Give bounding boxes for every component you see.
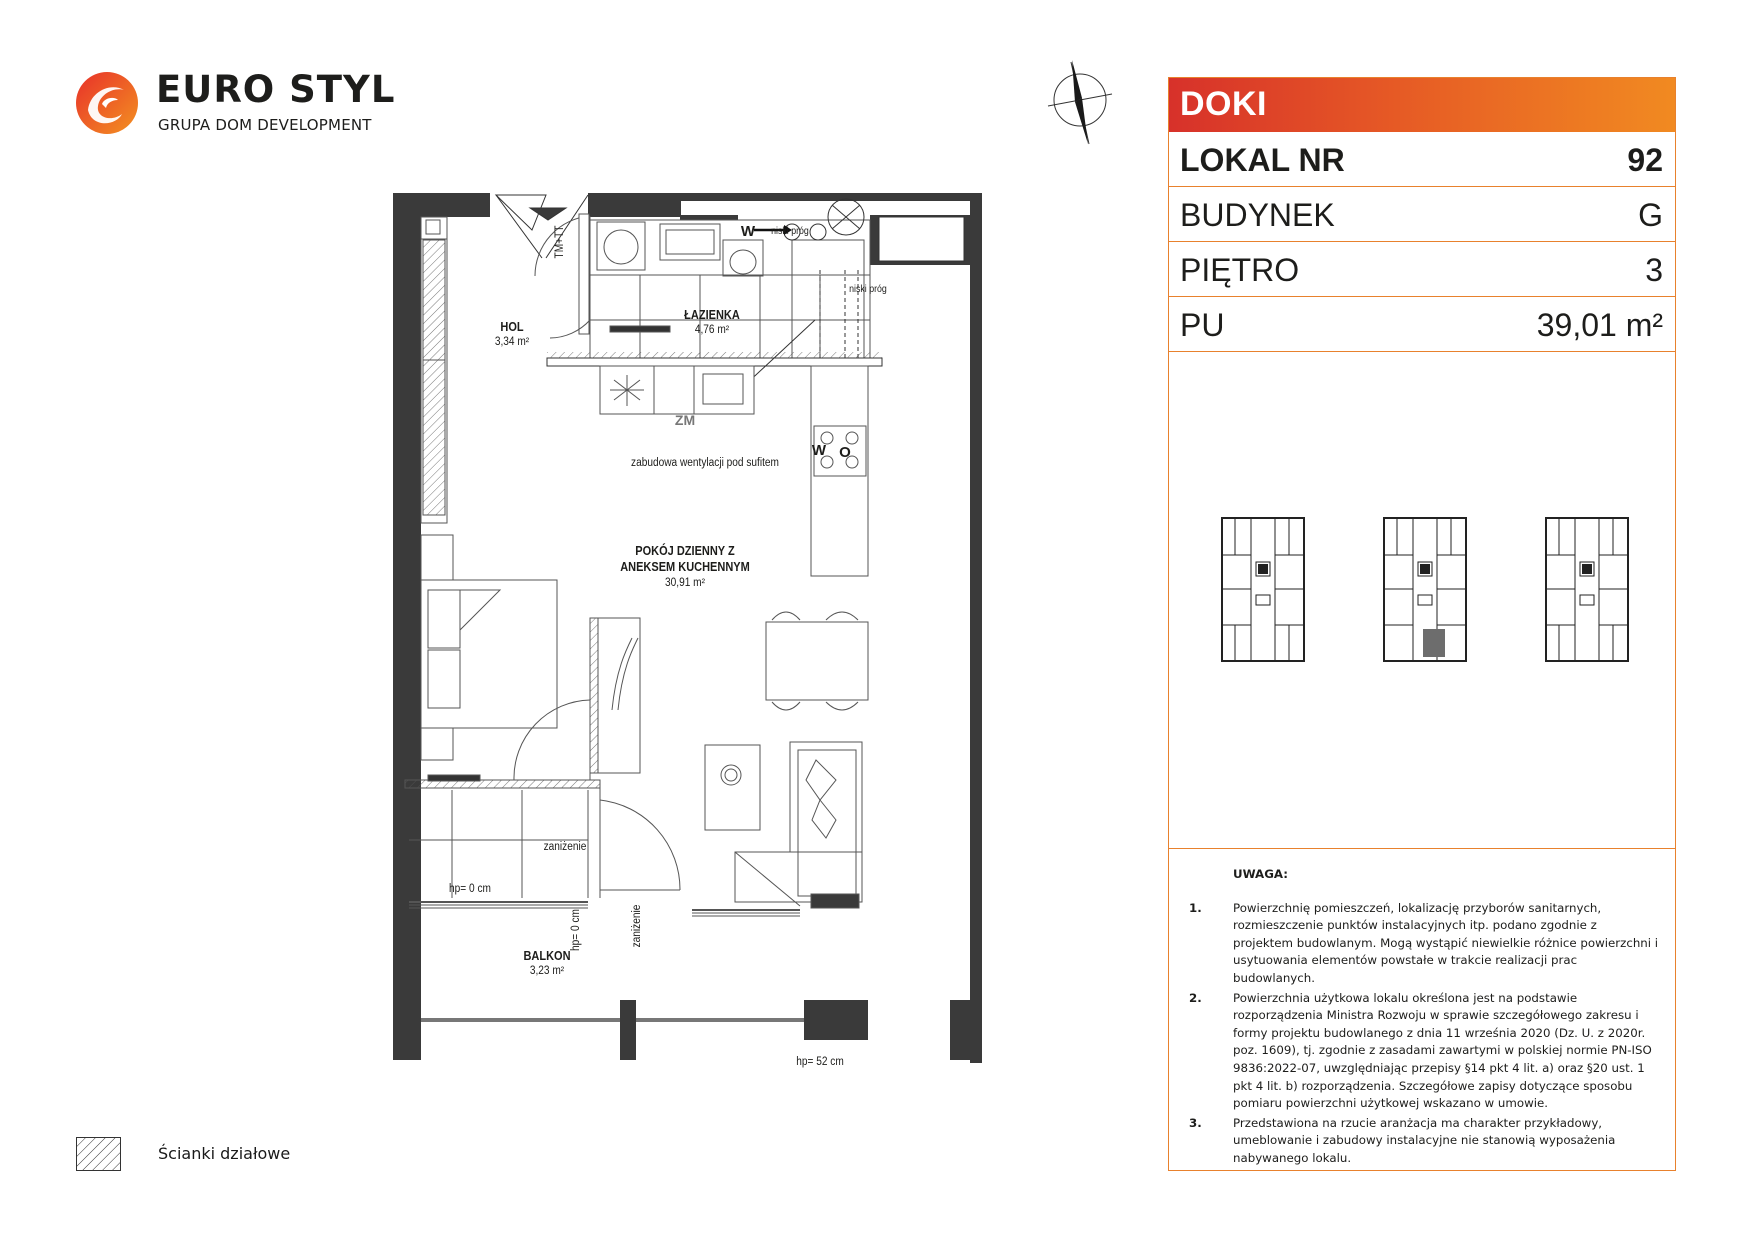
company-logo bbox=[74, 68, 396, 140]
investment-name: DOKI bbox=[1180, 85, 1267, 123]
notes-title: UWAGA: bbox=[1233, 867, 1288, 881]
note-number: 1. bbox=[1189, 900, 1202, 915]
label-zm: ZM bbox=[674, 412, 696, 428]
unit-number-value: 92 bbox=[1627, 142, 1663, 178]
label-hp-side: hp= 0 cm bbox=[570, 909, 582, 951]
unit-number-label: LOKAL NR bbox=[1180, 142, 1345, 178]
partition-wall-swatch bbox=[76, 1137, 121, 1171]
building-thumbnail-2-selected bbox=[1383, 517, 1467, 662]
floor-plan bbox=[380, 180, 1000, 1080]
room-name-living-2: ANEKSEM KUCHENNYM bbox=[620, 560, 750, 574]
label-o-lower: O bbox=[839, 444, 851, 461]
row-floor bbox=[1169, 242, 1675, 297]
row-building bbox=[1169, 187, 1675, 242]
note-text: Powierzchnia użytkowa lokalu określona jest na podstawie rozporządzenia Ministra Rozwoju w sprawie szczegółowego zakresu i formy projektu budowlanego z dnia 11 września 2020 (Dz. U. z 2020r. poz. 1609), tj. zgodnie z zasadami zawartymi w polskiej normie PN-ISO 9836:2022-07, uwzględniając przepisy §14 pkt 4 lit. a) oraz §20 ust. 1 pkt 4 lit. b) rozporządzenia. Szczegółowe zapisy dotyczące sposobu pomiaru powierzchni użytkowej wskazano w umowie. bbox=[1233, 990, 1652, 1111]
floor-label: PIĘTRO bbox=[1180, 252, 1300, 288]
usable-area-label: PU bbox=[1180, 307, 1225, 343]
label-low-threshold-2: niski próg bbox=[849, 284, 887, 295]
note-item bbox=[1189, 1115, 1659, 1168]
row-unit-number bbox=[1169, 132, 1675, 187]
label-tm-tt: TM+TT bbox=[554, 225, 566, 259]
room-name-bathroom: ŁAZIENKA bbox=[684, 308, 740, 322]
label-hp-balcony: hp= 0 cm bbox=[449, 883, 491, 895]
label-w-upper: W bbox=[740, 223, 756, 240]
dining-table bbox=[766, 612, 868, 710]
floor-value: 3 bbox=[1645, 252, 1663, 288]
notes-section bbox=[1189, 866, 1659, 1170]
room-area-living: 30,91 m² bbox=[665, 577, 705, 589]
usable-area-value: 39,01 m² bbox=[1536, 307, 1663, 343]
room-name-balcony: BALKON bbox=[523, 949, 571, 963]
note-item bbox=[1189, 990, 1659, 1113]
room-area-bathroom: 4,76 m² bbox=[694, 324, 730, 336]
logo-tagline: GRUPA DOM DEVELOPMENT bbox=[158, 116, 372, 134]
row-usable-area bbox=[1169, 297, 1675, 352]
label-hp-window: hp= 52 cm bbox=[796, 1056, 844, 1068]
entrance-door bbox=[496, 195, 588, 258]
bathroom bbox=[590, 220, 870, 360]
investment-header bbox=[1169, 78, 1675, 132]
logo-swirl-icon bbox=[74, 70, 140, 136]
legend-label: Ścianki działowe bbox=[158, 1144, 291, 1163]
note-number: 3. bbox=[1189, 1115, 1202, 1130]
room-area-hol: 3,34 m² bbox=[494, 336, 530, 348]
label-low-threshold-1: niski próg bbox=[771, 226, 809, 237]
building-label: BUDYNEK bbox=[1180, 197, 1335, 233]
coffee-table bbox=[705, 745, 760, 830]
building-thumbnail-1 bbox=[1221, 517, 1305, 662]
room-name-living-1: POKÓJ DZIENNY Z bbox=[635, 544, 735, 558]
label-lowering-1: zaniżenie bbox=[543, 841, 587, 853]
note-text: Przedstawiona na rzucie aranżacja ma charakter przykładowy, umeblowanie i zabudowy instalacyjne nie stanowią wyposażenia nabywanego lokalu. bbox=[1233, 1115, 1616, 1165]
building-thumbnail-3 bbox=[1545, 517, 1629, 662]
building-value: G bbox=[1638, 197, 1663, 233]
label-ventilation: zabudowa wentylacji pod sufitem bbox=[631, 457, 779, 469]
bed bbox=[421, 535, 557, 760]
room-area-balcony: 3,23 m² bbox=[529, 965, 565, 977]
note-item bbox=[1189, 900, 1659, 988]
logo-brand-text: EURO STYL bbox=[156, 68, 396, 111]
label-w-lower: W bbox=[811, 442, 827, 459]
label-lowering-2: zaniżenie bbox=[631, 904, 643, 948]
room-name-hol: HOL bbox=[500, 320, 524, 334]
note-text: Powierzchnię pomieszczeń, lokalizację przyborów sanitarnych, rozmieszczenie punktów instalacyjnych itp. podano zgodnie z projektem budowlanym. Mogą wystąpić niewielkie różnice powierzchni i usytuowania elementów powstałe w trakcie realizacji prac budowlanych. bbox=[1233, 900, 1659, 985]
note-number: 2. bbox=[1189, 990, 1202, 1005]
tv-unit bbox=[590, 618, 640, 773]
north-arrow-icon bbox=[1045, 58, 1115, 148]
